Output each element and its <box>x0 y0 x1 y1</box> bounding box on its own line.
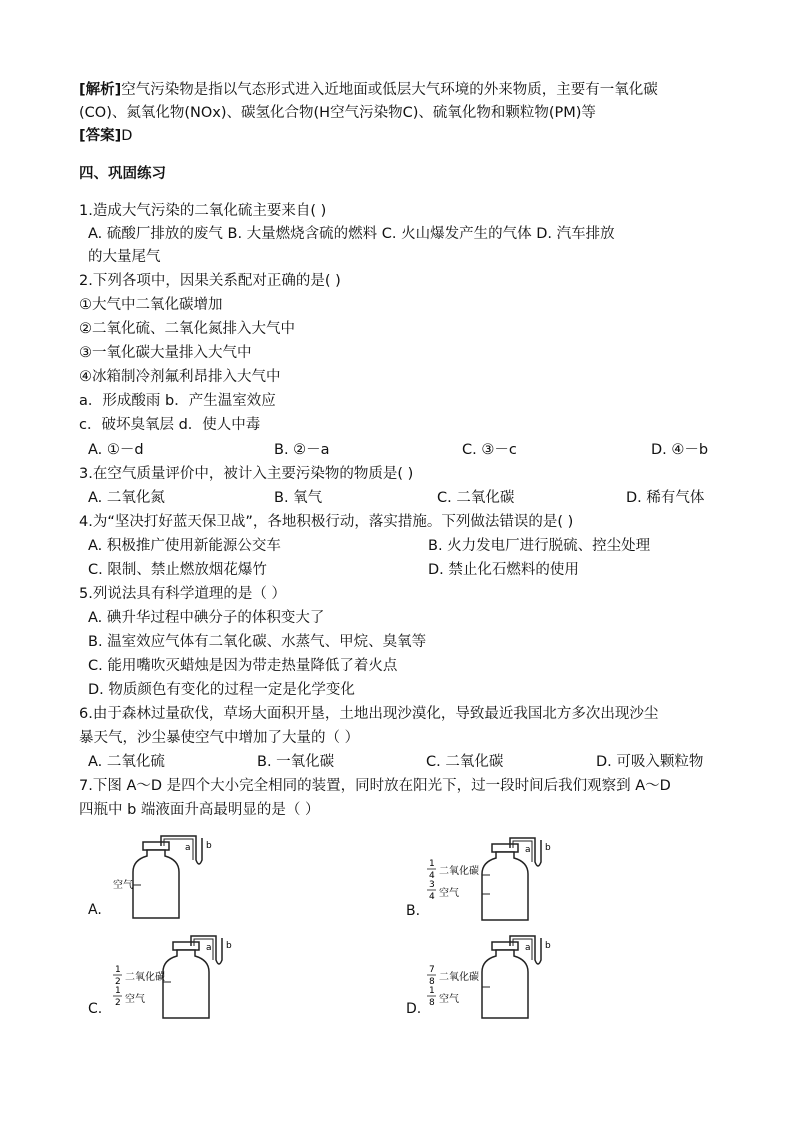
q3-option-b: B. 氧气 <box>274 490 323 506</box>
q6-option-d: D. 可吸入颗粒物 <box>596 754 704 770</box>
q5-option-a: A. 碘升华过程中碘分子的体积变大了 <box>88 610 325 626</box>
fraction-numerator: 1 <box>115 965 121 975</box>
fraction-numerator: 3 <box>429 880 435 890</box>
gas-label-top: 二氧化碳 <box>125 972 165 983</box>
fraction-numerator: 7 <box>429 965 435 975</box>
tube-label-b: b <box>545 843 551 853</box>
gas-label-top: 二氧化碳 <box>439 972 479 983</box>
bottle-apparatus-a <box>85 830 245 925</box>
q6-stem-line-2: 暴天气，沙尘暴使空气中增加了大量的（ ） <box>79 730 360 746</box>
q5-option-b: B. 温室效应气体有二氧化碳、水蒸气、甲烷、臭氧等 <box>88 634 427 650</box>
q7-stem-line-1: 7.下图 A～D 是四个大小完全相同的装置，同时放在阳光下，过一段时间后我们观察到 A～D <box>79 778 671 794</box>
q5-option-d: D. 物质颜色有变化的过程一定是化学变化 <box>88 682 355 698</box>
q2-option-a: A. ①－d <box>88 442 144 458</box>
answer-line <box>79 126 132 146</box>
tube-label-a: a <box>525 845 531 855</box>
q7-figure-a <box>85 830 245 925</box>
analysis-line-2: (CO)、氮氧化物(NOx)、碳氢化合物(H空气污染物C)、硫氧化物和颗粒物(PM)等 <box>79 105 596 121</box>
gas-label-a: 空气 <box>113 880 133 891</box>
fraction-denominator: 8 <box>429 977 435 987</box>
q4-option-b: B. 火力发电厂进行脱硫、控尘处理 <box>428 538 651 554</box>
gas-label-top: 二氧化碳 <box>439 866 479 877</box>
q4-option-a: A. 积极推广使用新能源公交车 <box>88 538 281 554</box>
bottle-apparatus-d <box>404 930 564 1025</box>
q2-cause-3: ③一氧化碳大量排入大气中 <box>79 345 252 361</box>
section-title: 四、巩固练习 <box>79 166 166 182</box>
q2-option-b: B. ②－a <box>274 442 330 458</box>
q4-stem: 4.为“坚决打好蓝天保卫战”，各地积极行动，落实措施。下列做法错误的是( ) <box>79 514 574 530</box>
fraction-denominator: 4 <box>429 871 435 881</box>
fraction-numerator: 1 <box>429 986 435 996</box>
q2-option-c: C. ③－c <box>462 442 517 458</box>
figure-letter-a: A. <box>88 902 102 918</box>
q2-option-d: D. ④－b <box>651 442 709 458</box>
q2-effects-line-1: a．形成酸雨 b．产生温室效应 <box>79 393 276 409</box>
analysis-line-1 <box>79 80 658 100</box>
q1-options-line-1: A. 硫酸厂排放的废气 B. 大量燃烧含硫的燃料 C. 火山爆发产生的气体 D. 汽车排放 <box>88 226 615 242</box>
fraction-denominator: 8 <box>429 998 435 1008</box>
q2-cause-4: ④冰箱制冷剂氟利昂排入大气中 <box>79 369 281 385</box>
q2-cause-1: ①大气中二氧化碳增加 <box>79 297 223 313</box>
q2-stem: 2.下列各项中，因果关系配对正确的是( ) <box>79 273 341 289</box>
q4-option-d: D. 禁止化石燃料的使用 <box>428 562 579 578</box>
q3-stem: 3.在空气质量评价中，被计入主要污染物的物质是( ) <box>79 466 414 482</box>
analysis-label: [解析] <box>79 82 122 98</box>
tube-label-a: a <box>185 843 191 853</box>
q6-option-a: A. 二氧化硫 <box>88 754 165 770</box>
tube-label-b: b <box>206 841 212 851</box>
figure-letter-d: D. <box>406 1001 422 1017</box>
gas-label-bottom: 空气 <box>439 888 459 899</box>
q2-cause-2: ②二氧化硫、二氧化氮排入大气中 <box>79 321 295 337</box>
q5-option-c: C. 能用嘴吹灭蜡烛是因为带走热量降低了着火点 <box>88 658 398 674</box>
q7-figure-c <box>85 930 245 1025</box>
analysis-text-1: 空气污染物是指以气态形式进入近地面或低层大气环境的外来物质，主要有一氧化碳 <box>121 82 658 98</box>
gas-label-bottom: 空气 <box>439 994 459 1005</box>
q6-option-c: C. 二氧化碳 <box>426 754 504 770</box>
answer-value: D <box>121 128 133 144</box>
q7-stem-line-2: 四瓶中 b 端液面升高最明显的是（ ） <box>79 802 320 818</box>
q1-options-line-2: 的大量尾气 <box>88 249 161 265</box>
figure-letter-c: C. <box>88 1001 103 1017</box>
q4-option-c: C. 限制、禁止燃放烟花爆竹 <box>88 562 267 578</box>
fraction-numerator: 1 <box>115 986 121 996</box>
q7-figure-b <box>404 832 564 927</box>
bottle-apparatus-c <box>85 930 245 1025</box>
answer-label: [答案] <box>79 128 122 144</box>
q3-option-c: C. 二氧化碳 <box>437 490 515 506</box>
q6-stem-line-1: 6.由于森林过量砍伐，草场大面积开垦，土地出现沙漠化，导致最近我国北方多次出现沙尘 <box>79 706 659 722</box>
tube-label-a: a <box>206 943 212 953</box>
fraction-numerator: 1 <box>429 859 435 869</box>
tube-label-a: a <box>525 943 531 953</box>
tube-label-b: b <box>226 941 232 951</box>
q6-option-b: B. 一氧化碳 <box>257 754 335 770</box>
q3-option-d: D. 稀有气体 <box>626 490 705 506</box>
q3-option-a: A. 二氧化氮 <box>88 490 165 506</box>
q7-figure-d <box>404 930 564 1025</box>
gas-label-bottom: 空气 <box>125 994 145 1005</box>
figure-letter-b: B. <box>406 903 421 919</box>
fraction-denominator: 2 <box>115 977 121 987</box>
tube-label-b: b <box>545 941 551 951</box>
bottle-apparatus-b <box>404 832 564 927</box>
q2-effects-line-2: c．破坏臭氧层 d．使人中毒 <box>79 417 261 433</box>
q1-stem: 1.造成大气污染的二氧化硫主要来自( ) <box>79 203 327 219</box>
fraction-denominator: 4 <box>429 892 435 902</box>
q5-stem: 5.列说法具有科学道理的是（ ） <box>79 586 286 602</box>
fraction-denominator: 2 <box>115 998 121 1008</box>
